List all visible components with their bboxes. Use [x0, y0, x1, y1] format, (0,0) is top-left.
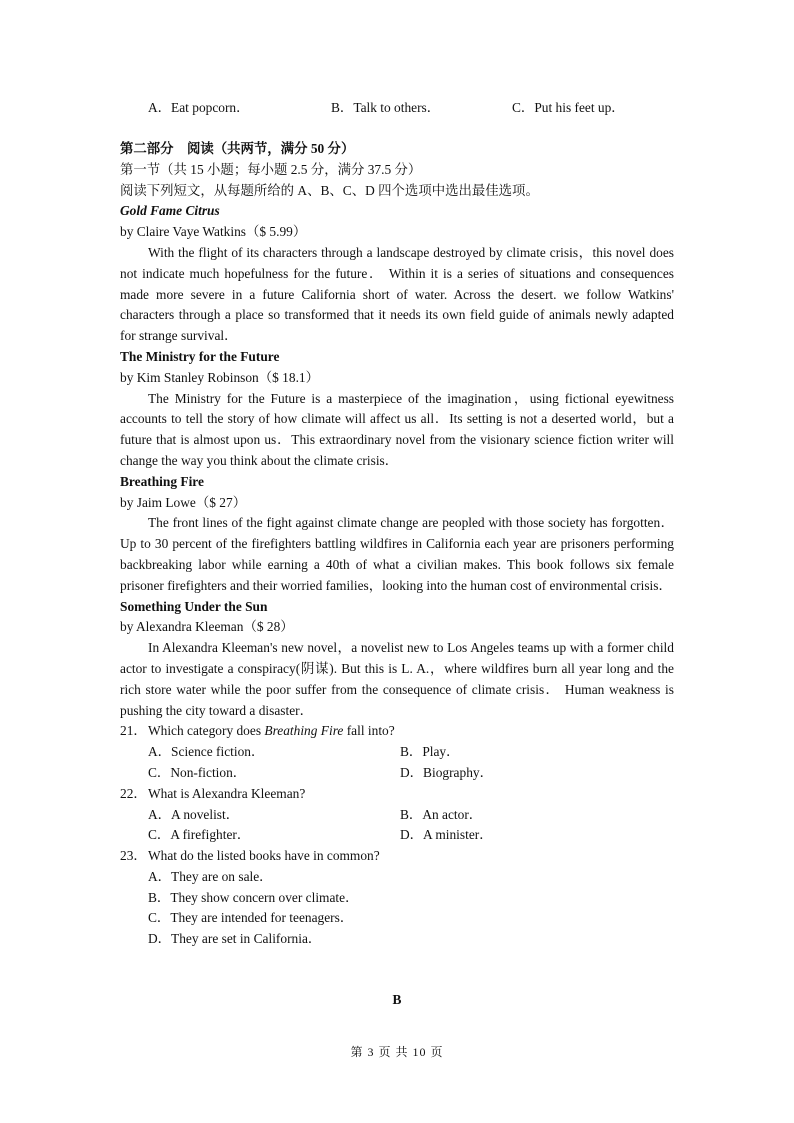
option-a[interactable]: A．Science fiction． — [148, 744, 265, 760]
question-21: 21． Which category does Breathing Fire fall into? — [120, 721, 674, 742]
book-title: Breathing Fire — [120, 473, 204, 489]
previous-question-options — [148, 97, 708, 119]
option-d[interactable]: D．A minister． — [400, 827, 493, 843]
options-row — [120, 805, 674, 826]
next-section-heading: B — [392, 992, 402, 1007]
book-title: Something Under the Sun — [120, 598, 268, 614]
book-author: by Kim Stanley Robinson（$ 18.1） — [120, 369, 320, 385]
option-b: B．Talk to others． — [331, 100, 441, 115]
option-c[interactable]: C．They are intended for teenagers． — [148, 910, 354, 926]
reading-section — [120, 139, 674, 950]
book-description: The Ministry for the Future is a masterpiece of the imagination，using fictional eyewitness accounts to tell the story of how climate will affect us all．Its setting is not a deserted world，but a future that is almost upon us．This extraordinary novel from the visionary science fiction writer will change the way you think about the climate crisis． — [120, 390, 674, 468]
book-author: by Claire Vaye Watkins（$ 5.99） — [120, 224, 307, 240]
question-22: 22． What is Alexandra Kleeman? — [120, 784, 674, 805]
book-description: In Alexandra Kleeman's new novel，a novelist new to Los Angeles teams up with a former child actor to investigate a conspiracy(阴谋). But this is L. A.，where wildfires burn all year long and the rich store water while the poor suffer from the consequence of climate crisis． Human weakness is pushing the city toward a disaster． — [120, 640, 674, 718]
book-description: With the flight of its characters through a landscape destroyed by climate crisis，this novel does not indicate much hopefulness for the future． Within it is a series of situations and consequences made more severe in a future California short of water. Across the desert. we follow Watkins' characters through a place so transformed that it needs its own field guide of animals newly adapted for strange survival． — [120, 244, 674, 344]
book-author: by Jaim Lowe（$ 27） — [120, 494, 247, 510]
book-title: Gold Fame Citrus — [120, 203, 220, 219]
option-b[interactable]: B．Play． — [400, 744, 460, 760]
option-a: A．Eat popcorn． — [148, 100, 250, 115]
section-title: 第一节（共 15 小题；每小题 2.5 分，满分 37.5 分） — [120, 161, 422, 177]
instruction: 阅读下列短文，从每题所给的 A、B、C、D 四个选项中选出最佳选项。 — [120, 182, 539, 198]
option-c: C．Put his feet up． — [512, 100, 625, 115]
question-stem: Which category does Breathing Fire fall into? — [148, 723, 395, 739]
book-description: The front lines of the fight against climate change are peopled with those society has forgotten． Up to 30 percent of the firefighters battling wildfires in California each year are prisoners performing backbreaking labor while earning a 40th of what a civilian makes. This book follows six female prisoner firefighters and their worried families，looking into the human cost of environmental crisis． — [120, 515, 675, 593]
option-b[interactable]: B．An actor． — [400, 806, 483, 822]
page-footer: 第 3 页 共 10 页 — [350, 1045, 444, 1059]
options-row — [120, 825, 674, 846]
book-title: The Ministry for the Future — [120, 348, 280, 364]
option-c[interactable]: C．Non-fiction． — [148, 764, 247, 780]
part-title: 第二部分 阅读（共两节，满分 50 分） — [120, 141, 355, 156]
question-stem: What do the listed books have in common? — [148, 848, 380, 864]
option-b[interactable]: B．They show concern over climate． — [148, 889, 359, 905]
option-d[interactable]: D．Biography． — [400, 764, 493, 780]
option-a[interactable]: A．A novelist． — [148, 806, 240, 822]
question-23: 23． What do the listed books have in common? — [120, 846, 674, 867]
options-row — [120, 763, 674, 784]
option-d[interactable]: D．They are set in California． — [148, 931, 322, 947]
option-c[interactable]: C．A firefighter． — [148, 827, 251, 843]
book-author: by Alexandra Kleeman（$ 28） — [120, 619, 294, 635]
question-stem: What is Alexandra Kleeman? — [148, 785, 306, 801]
option-a[interactable]: A．They are on sale． — [148, 868, 273, 884]
options-row — [120, 742, 674, 763]
